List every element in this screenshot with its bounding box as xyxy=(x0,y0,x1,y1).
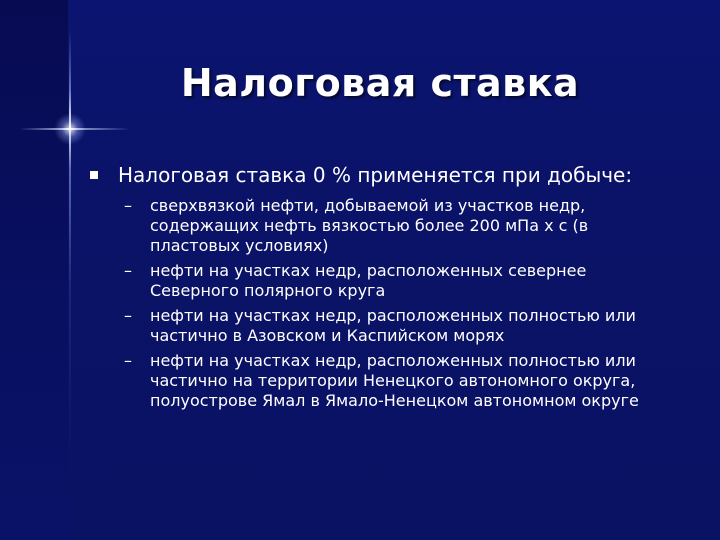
dash-marker: – xyxy=(124,351,132,370)
dash-marker: – xyxy=(124,196,132,215)
bullet-text: Налоговая ставка 0 % применяется при добыче: xyxy=(118,163,633,187)
sub-item xyxy=(124,196,678,256)
sub-item xyxy=(124,306,678,346)
sub-item-text: нефти на участках недр, расположенных севернее Северного полярного круга xyxy=(150,261,587,300)
square-bullet-icon xyxy=(90,171,98,179)
slide-title: Налоговая ставка xyxy=(180,61,580,105)
sub-item xyxy=(124,351,678,411)
slide-content xyxy=(88,162,678,416)
sub-item-text: сверхвязкой нефти, добываемой из участков недр, содержащих нефть вязкостью более 200 мПа х с (в пластовых условиях) xyxy=(150,196,589,255)
bullet-item xyxy=(88,162,678,188)
sparkle-glow xyxy=(54,113,86,145)
sub-item xyxy=(124,261,678,301)
dash-marker: – xyxy=(124,306,132,325)
sub-list xyxy=(88,196,678,411)
sparkle-vertical-ray xyxy=(69,30,71,460)
left-band xyxy=(0,0,68,540)
sub-item-text: нефти на участках недр, расположенных полностью или частично в Азовском и Каспийском морях xyxy=(150,306,636,345)
sub-item-text: нефти на участках недр, расположенных полностью или частично на территории Ненецкого автономного округа, полуострове Ямал в Ямало-Ненецком автономном округе xyxy=(150,351,639,410)
dash-marker: – xyxy=(124,261,132,280)
